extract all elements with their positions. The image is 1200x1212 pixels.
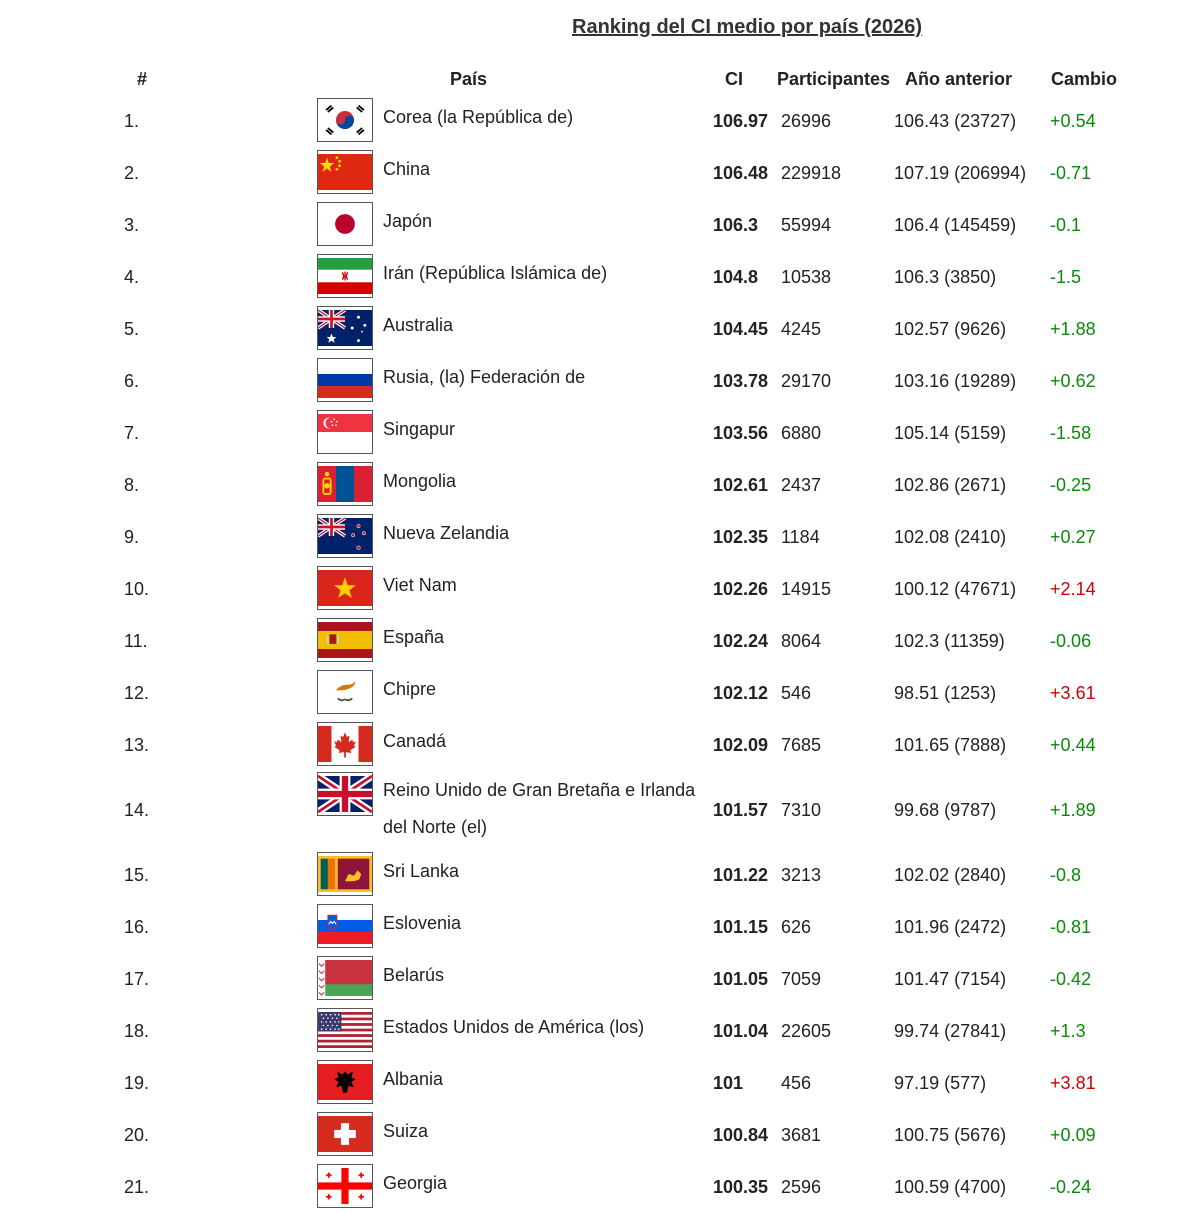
table-row	[112, 302, 1128, 354]
country-name: Estados Unidos de América (los)	[383, 1017, 645, 1037]
previous-year-cell: 100.75 (5676)	[894, 1124, 1007, 1145]
ci-cell: 102.26	[713, 578, 769, 599]
participants-cell: 626	[781, 916, 812, 937]
country-name: Singapur	[383, 419, 456, 439]
table-row	[112, 770, 1128, 848]
australia-flag-icon	[317, 306, 373, 350]
change-cell: -1.5	[1050, 266, 1082, 287]
table-row	[112, 458, 1128, 510]
country-name: Mongolia	[383, 471, 457, 491]
previous-year-cell: 100.59 (4700)	[894, 1176, 1007, 1197]
previous-year-cell: 106.4 (145459)	[894, 214, 1017, 235]
table-row	[112, 510, 1128, 562]
country-cell	[172, 354, 707, 406]
table-row	[112, 198, 1128, 250]
change-cell: +0.09	[1050, 1124, 1096, 1145]
ci-cell: 102.12	[713, 682, 769, 703]
new-zealand-flag-icon	[317, 514, 373, 558]
rank-cell: 18.	[124, 1020, 150, 1041]
previous-year-cell: 101.65 (7888)	[894, 734, 1007, 755]
change-cell: +0.27	[1050, 526, 1096, 547]
previous-year-cell: 102.57 (9626)	[894, 318, 1007, 339]
change-cell: +0.44	[1050, 734, 1096, 755]
rank-cell: 13.	[124, 734, 150, 755]
iran-flag-icon	[317, 254, 373, 298]
country-name: Belarús	[383, 965, 445, 985]
ci-cell: 101.22	[713, 864, 769, 885]
rank-cell: 2.	[124, 162, 140, 183]
previous-year-cell: 97.19 (577)	[894, 1072, 987, 1093]
table-row	[112, 900, 1128, 952]
cyprus-flag-icon	[317, 670, 373, 714]
previous-year-cell: 100.12 (47671)	[894, 578, 1017, 599]
change-cell: -0.06	[1050, 630, 1092, 651]
change-cell: +2.14	[1050, 578, 1096, 599]
table-row	[112, 354, 1128, 406]
country-name: Viet Nam	[383, 575, 457, 595]
switzerland-flag-icon	[317, 1112, 373, 1156]
previous-year-cell: 102.86 (2671)	[894, 474, 1007, 495]
header-ci: CI	[725, 68, 743, 89]
participants-cell: 3213	[781, 864, 822, 885]
table-row	[112, 406, 1128, 458]
country-name: Chipre	[383, 679, 437, 699]
country-name: Sri Lanka	[383, 861, 460, 881]
country-cell	[172, 94, 707, 146]
rank-cell: 11.	[124, 630, 148, 651]
change-cell: -0.42	[1050, 968, 1092, 989]
country-cell	[172, 666, 707, 718]
country-cell	[172, 1108, 707, 1160]
participants-cell: 4245	[781, 318, 822, 339]
rank-cell: 3.	[124, 214, 140, 235]
change-cell: -0.25	[1050, 474, 1092, 495]
table-row	[112, 1056, 1128, 1108]
japan-flag-icon	[317, 202, 373, 246]
rank-cell: 15.	[124, 864, 150, 885]
country-cell	[172, 900, 707, 952]
united-kingdom-flag-icon	[317, 772, 373, 816]
previous-year-cell: 106.43 (23727)	[894, 110, 1017, 131]
header-change: Cambio	[1051, 68, 1118, 89]
table-row	[112, 848, 1128, 900]
country-cell	[172, 718, 707, 770]
usa-flag-icon	[317, 1008, 373, 1052]
page-title: Ranking del CI medio por país (2026)	[572, 16, 923, 38]
ci-cell: 103.78	[713, 370, 769, 391]
participants-cell: 546	[781, 682, 812, 703]
belarus-flag-icon	[317, 956, 373, 1000]
rank-cell: 8.	[124, 474, 140, 495]
vietnam-flag-icon	[317, 566, 373, 610]
country-name: Irán (República Islámica de)	[383, 263, 608, 283]
participants-cell: 3681	[781, 1124, 822, 1145]
country-name: Rusia, (la) Federación de	[383, 367, 586, 387]
change-cell: -0.1	[1050, 214, 1082, 235]
rank-cell: 6.	[124, 370, 140, 391]
table-row	[112, 952, 1128, 1004]
ci-cell: 101.57	[713, 799, 769, 820]
table-row	[112, 1108, 1128, 1160]
participants-cell: 22605	[781, 1020, 832, 1041]
table-row	[112, 562, 1128, 614]
country-cell	[172, 848, 707, 900]
ci-cell: 102.24	[713, 630, 769, 651]
country-cell	[172, 770, 707, 848]
change-cell: +3.61	[1050, 682, 1096, 703]
country-name: Suiza	[383, 1121, 429, 1141]
country-name: Canadá	[383, 731, 447, 751]
mongolia-flag-icon	[317, 462, 373, 506]
change-cell: +1.3	[1050, 1020, 1086, 1041]
rank-cell: 4.	[124, 266, 140, 287]
spain-flag-icon	[317, 618, 373, 662]
change-cell: +1.89	[1050, 799, 1096, 820]
participants-cell: 10538	[781, 266, 832, 287]
participants-cell: 7685	[781, 734, 822, 755]
rank-cell: 10.	[124, 578, 150, 599]
ci-cell: 106.3	[713, 214, 759, 235]
ci-cell: 100.35	[713, 1176, 769, 1197]
country-cell	[172, 406, 707, 458]
ci-cell: 102.35	[713, 526, 769, 547]
country-name: Australia	[383, 315, 454, 335]
header-previous-year: Año anterior	[905, 68, 1013, 89]
participants-cell: 6880	[781, 422, 822, 443]
participants-cell: 26996	[781, 110, 832, 131]
change-cell: -0.8	[1050, 864, 1082, 885]
previous-year-cell: 101.96 (2472)	[894, 916, 1007, 937]
singapore-flag-icon	[317, 410, 373, 454]
country-name: Georgia	[383, 1173, 448, 1193]
change-cell: -0.24	[1050, 1176, 1092, 1197]
slovenia-flag-icon	[317, 904, 373, 948]
participants-cell: 229918	[781, 162, 842, 183]
ranking-table	[112, 64, 1128, 1212]
participants-cell: 1184	[781, 526, 820, 547]
header-rank: #	[137, 68, 148, 89]
change-cell: +1.88	[1050, 318, 1096, 339]
participants-cell: 8064	[781, 630, 822, 651]
previous-year-cell: 106.3 (3850)	[894, 266, 997, 287]
rank-cell: 12.	[124, 682, 150, 703]
table-row	[112, 250, 1128, 302]
country-cell	[172, 198, 707, 250]
table-header-row	[112, 64, 1128, 94]
country-name: España	[383, 627, 445, 647]
ci-cell: 104.8	[713, 266, 759, 287]
ci-cell: 101.05	[713, 968, 769, 989]
participants-cell: 7059	[781, 968, 822, 989]
previous-year-cell: 98.51 (1253)	[894, 682, 997, 703]
participants-cell: 29170	[781, 370, 832, 391]
rank-cell: 17.	[124, 968, 150, 989]
country-name: China	[383, 159, 431, 179]
table-row	[112, 718, 1128, 770]
country-name: Corea (la República de)	[383, 107, 574, 127]
header-participants: Participantes	[777, 68, 891, 89]
rank-cell: 9.	[124, 526, 140, 547]
canada-flag-icon	[317, 722, 373, 766]
country-cell	[172, 250, 707, 302]
country-cell	[172, 1160, 707, 1212]
albania-flag-icon	[317, 1060, 373, 1104]
table-row	[112, 614, 1128, 666]
china-flag-icon	[317, 150, 373, 194]
previous-year-cell: 105.14 (5159)	[894, 422, 1007, 443]
change-cell: -0.81	[1050, 916, 1092, 937]
participants-cell: 2437	[781, 474, 822, 495]
georgia-flag-icon	[317, 1164, 373, 1208]
sri-lanka-flag-icon	[317, 852, 373, 896]
russia-flag-icon	[317, 358, 373, 402]
participants-cell: 2596	[781, 1176, 822, 1197]
table-row	[112, 146, 1128, 198]
country-name: Reino Unido de Gran Bretaña e Irlanda del Norte (el)	[383, 780, 696, 837]
previous-year-cell: 107.19 (206994)	[894, 162, 1027, 183]
ci-cell: 100.84	[713, 1124, 769, 1145]
change-cell: -1.58	[1050, 422, 1092, 443]
ci-cell: 101	[713, 1072, 744, 1093]
country-cell	[172, 302, 707, 354]
ci-cell: 101.15	[713, 916, 769, 937]
ci-cell: 102.61	[713, 474, 769, 495]
table-row	[112, 666, 1128, 718]
rank-cell: 14.	[124, 799, 150, 820]
rank-cell: 7.	[124, 422, 140, 443]
country-cell	[172, 458, 707, 510]
change-cell: +0.54	[1050, 110, 1096, 131]
header-country: País	[450, 68, 488, 89]
country-cell	[172, 952, 707, 1004]
previous-year-cell: 102.3 (11359)	[894, 630, 1005, 651]
previous-year-cell: 102.02 (2840)	[894, 864, 1007, 885]
country-name: Eslovenia	[383, 913, 462, 933]
previous-year-cell: 101.47 (7154)	[894, 968, 1007, 989]
rank-cell: 16.	[124, 916, 150, 937]
rank-cell: 1.	[124, 110, 140, 131]
ci-cell: 103.56	[713, 422, 769, 443]
rank-cell: 5.	[124, 318, 140, 339]
previous-year-cell: 102.08 (2410)	[894, 526, 1007, 547]
table-row	[112, 1160, 1128, 1212]
change-cell: +3.81	[1050, 1072, 1096, 1093]
country-cell	[172, 614, 707, 666]
previous-year-cell: 99.68 (9787)	[894, 799, 997, 820]
ci-cell: 104.45	[713, 318, 769, 339]
change-cell: +0.62	[1050, 370, 1096, 391]
country-cell	[172, 510, 707, 562]
participants-cell: 55994	[781, 214, 832, 235]
participants-cell: 7310	[781, 799, 822, 820]
rank-cell: 21.	[124, 1176, 150, 1197]
participants-cell: 456	[781, 1072, 812, 1093]
participants-cell: 14915	[781, 578, 832, 599]
ci-cell: 101.04	[713, 1020, 769, 1041]
table-row	[112, 94, 1128, 146]
ci-cell: 106.48	[713, 162, 769, 183]
previous-year-cell: 103.16 (19289)	[894, 370, 1017, 391]
country-cell	[172, 146, 707, 198]
country-cell	[172, 1004, 707, 1056]
ci-cell: 106.97	[713, 110, 769, 131]
table-row	[112, 1004, 1128, 1056]
country-name: Nueva Zelandia	[383, 523, 510, 543]
country-cell	[172, 562, 707, 614]
ci-cell: 102.09	[713, 734, 769, 755]
change-cell: -0.71	[1050, 162, 1092, 183]
country-name: Albania	[383, 1069, 444, 1089]
south-korea-flag-icon	[317, 98, 373, 142]
country-cell	[172, 1056, 707, 1108]
country-name: Japón	[383, 211, 433, 231]
rank-cell: 20.	[124, 1124, 150, 1145]
rank-cell: 19.	[124, 1072, 150, 1093]
previous-year-cell: 99.74 (27841)	[894, 1020, 1007, 1041]
